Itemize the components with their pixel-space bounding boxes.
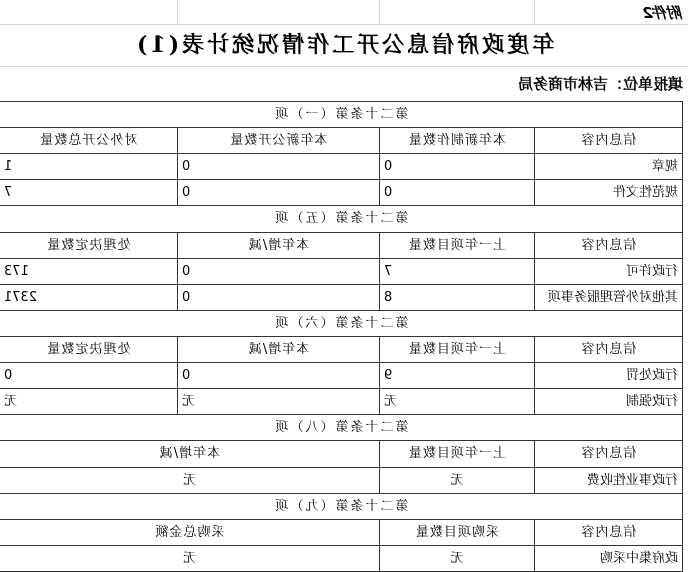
- column-header: 本年新公开数量: [178, 128, 380, 154]
- table-cell: 173: [0, 258, 178, 284]
- table-cell: 0: [380, 180, 535, 206]
- column-header: 信息内容: [535, 128, 683, 154]
- row-label: 行政处罚: [535, 363, 683, 389]
- table-row: [0, 154, 683, 180]
- grid-line: [177, 0, 178, 25]
- header-row: [0, 232, 683, 258]
- table-cell: 无: [0, 389, 178, 415]
- column-header: 本年新制作数量: [380, 128, 535, 154]
- grid-line: [534, 0, 535, 25]
- section-row: [0, 206, 683, 232]
- table-row: [0, 258, 683, 284]
- section-title: 第二十条第（八）项: [0, 415, 683, 441]
- section-title: 第二十条第（一）项: [0, 102, 683, 128]
- column-header: 信息内容: [535, 519, 683, 545]
- section-row: [0, 310, 683, 336]
- column-header: 采购总金额: [0, 519, 380, 545]
- table-cell: 无: [178, 389, 380, 415]
- row-label: 其他对外管理服务事项: [535, 284, 683, 310]
- report-title: 年度政府信息公开工作情况统计表(1): [133, 32, 555, 58]
- column-header: 对外公开总数量: [0, 128, 178, 154]
- section-row: [0, 102, 683, 128]
- row-label: 行政事业性收费: [535, 467, 683, 493]
- table-cell: 9: [380, 363, 535, 389]
- column-header: 本年增/减: [0, 441, 380, 467]
- statistics-table: [0, 101, 683, 572]
- column-header: 本年增/减: [178, 336, 380, 362]
- table-row: [0, 545, 683, 571]
- table-cell: 0: [178, 180, 380, 206]
- header-row: [0, 336, 683, 362]
- column-header: 上一年项目数量: [380, 336, 535, 362]
- table-cell: 0: [178, 363, 380, 389]
- table-row: [0, 363, 683, 389]
- table-cell: 0: [0, 363, 178, 389]
- table-cell: 7: [0, 180, 178, 206]
- row-label: 规章: [535, 154, 683, 180]
- row-label: 行政许可: [535, 258, 683, 284]
- section-title: 第二十条第（六）项: [0, 310, 683, 336]
- column-header: 处理决定数量: [0, 232, 178, 258]
- table-cell: 无: [380, 389, 535, 415]
- table-row: [0, 180, 683, 206]
- table-cell: 8: [380, 284, 535, 310]
- column-header: 处理决定数量: [0, 336, 178, 362]
- column-header: 信息内容: [535, 441, 683, 467]
- row-label: 规范性文件: [535, 180, 683, 206]
- section-title: 第二十条第（五）项: [0, 206, 683, 232]
- table-cell: 2371: [0, 284, 178, 310]
- attachment-label: 附件2: [642, 4, 683, 22]
- column-header: 本年增/减: [178, 232, 380, 258]
- table-cell: 0: [178, 284, 380, 310]
- section-title: 第二十条第（九）项: [0, 493, 683, 519]
- table-cell: 0: [178, 258, 380, 284]
- table-row: [0, 284, 683, 310]
- column-header: 信息内容: [535, 336, 683, 362]
- header-row: [0, 128, 683, 154]
- table-row: [0, 467, 683, 493]
- row-label: 行政强制: [535, 389, 683, 415]
- reporting-unit-name: 吉林市商务局: [517, 75, 608, 93]
- section-row: [0, 415, 683, 441]
- section-row: [0, 493, 683, 519]
- table-cell: 无: [0, 545, 380, 571]
- table-cell: 无: [0, 467, 380, 493]
- table-cell: 0: [380, 154, 535, 180]
- grid-line: [379, 0, 380, 25]
- header-row: [0, 519, 683, 545]
- table-cell: 无: [380, 545, 535, 571]
- table-cell: 1: [0, 154, 178, 180]
- table-cell: 无: [380, 467, 535, 493]
- column-header: 信息内容: [535, 232, 683, 258]
- table-row: [0, 389, 683, 415]
- column-header: 上一年项目数量: [380, 441, 535, 467]
- table-cell: 0: [178, 154, 380, 180]
- column-header: 采购项目数量: [380, 519, 535, 545]
- row-label: 政府集中采购: [535, 545, 683, 571]
- reporting-unit: [518, 73, 683, 94]
- header-row: [0, 441, 683, 467]
- reporting-unit-label: 填报单位：: [607, 75, 683, 93]
- title-divider: [0, 66, 688, 67]
- sheet-top-row: [0, 0, 688, 25]
- table-cell: 7: [380, 258, 535, 284]
- column-header: 上一年项目数量: [380, 232, 535, 258]
